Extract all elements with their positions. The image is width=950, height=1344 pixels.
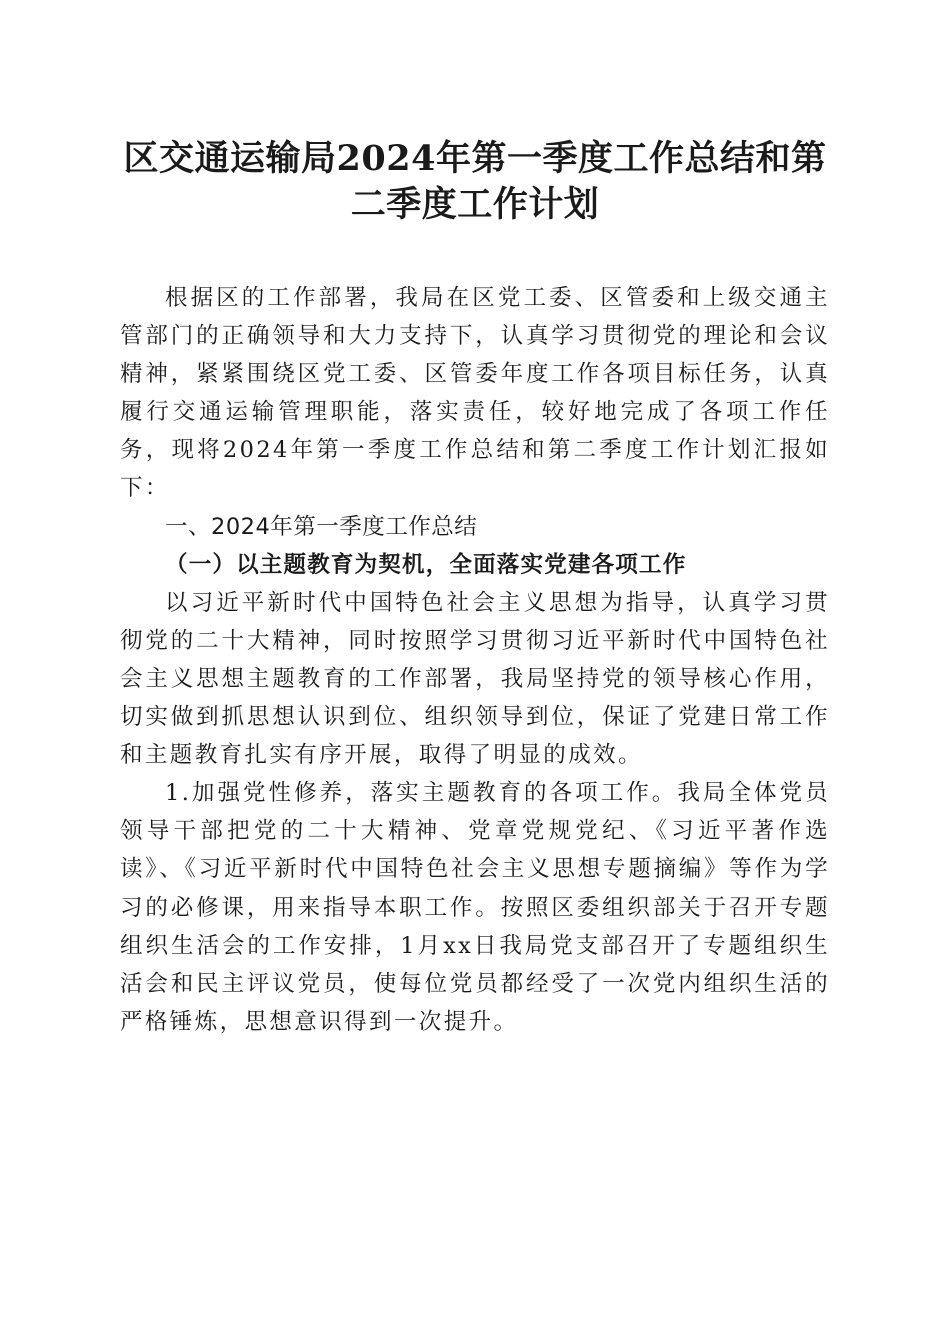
subsection-paragraph-1: 以习近平新时代中国特色社会主义思想为指导，认真学习贯彻党的二十大精神，同时按照学习贯彻习近平新时代中国特色社会主义思想主题教育的工作部署，我局坚持党的领导核心作用，切实做到抓思想认识到位、组织领导到位，保证了党建日常工作和主题教育扎实有序开展，取得了明显的成效。 xyxy=(120,589,830,769)
document-title-line-1: 区交通运输局2024年第一季度工作总结和第 xyxy=(123,138,827,179)
subsection-heading-1: （一）以主题教育为契机，全面落实党建各项工作 xyxy=(165,551,687,578)
document-title-line-2: 二季度工作计划 xyxy=(350,184,600,225)
intro-paragraph: 根据区的工作部署，我局在区党工委、区管委和上级交通主管部门的正确领导和大力支持下，认真学习贯彻党的理论和会议精神，紧紧围绕区党工委、区管委年度工作各项目标任务，认真履行交通运输管理职能，落实责任，较好地完成了各项工作任务，现将2024年第一季度工作总结和第二季度工作计划汇报如下： xyxy=(120,285,830,502)
document-body xyxy=(120,279,830,1041)
item-paragraph-1: 1.加强党性修养，落实主题教育的各项工作。我局全体党员领导干部把党的二十大精神、党章党规党纪、《习近平著作选读》、《习近平新时代中国特色社会主义思想专题摘编》等作为学习的必修课，用来指导本职工作。按照区委组织部关于召开专题组织生活会的工作安排，1月xx日我局党支部召开了专题组织生活会和民主评议党员，使每位党员都经受了一次党内组织生活的严格锤炼，思想意识得到一次提升。 xyxy=(120,780,830,1035)
document-title xyxy=(100,136,850,228)
section-heading-1: 一、2024年第一季度工作总结 xyxy=(165,513,478,540)
